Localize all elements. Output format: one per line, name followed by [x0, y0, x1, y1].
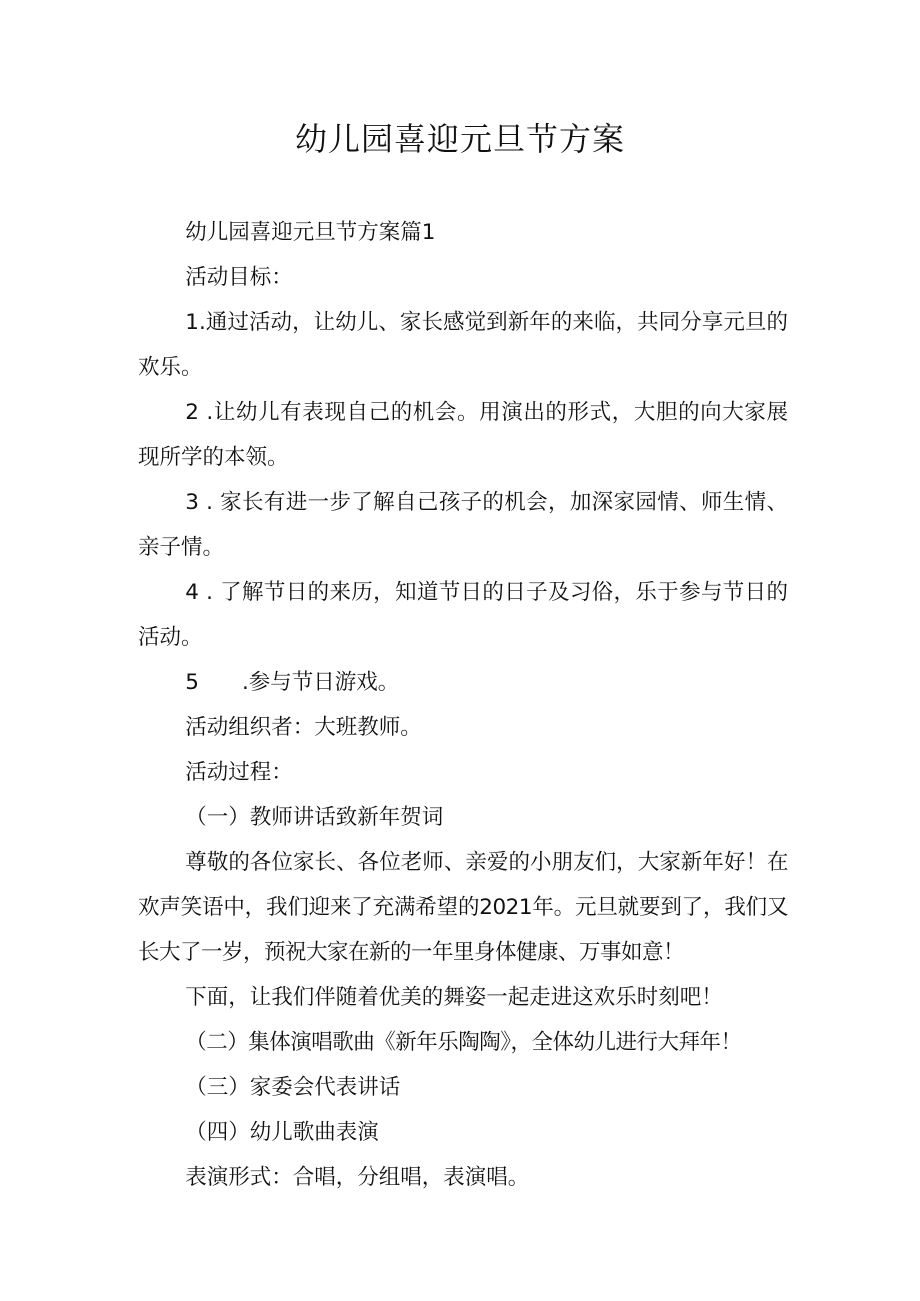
- step-3-heading: （三）家委会代表讲话: [185, 1075, 401, 1100]
- organizer-line: 活动组织者：大班教师。: [185, 715, 422, 740]
- step-2-heading: （二）集体演唱歌曲《新年乐陶陶》，全体幼儿进行大拜年！: [185, 1030, 742, 1055]
- process-heading: 活动过程：: [185, 760, 293, 785]
- goals-heading: 活动目标：: [185, 265, 293, 290]
- goal-item-5: 5 .参与节日游戏。: [185, 670, 400, 695]
- transition-paragraph: 下面，让我们伴随着优美的舞姿一起走进这欢乐时刻吧！: [185, 985, 723, 1010]
- goal-item-4: 4 . 了解节日的来历，知道节日的日子及习俗，乐于参与节日的活动。: [138, 580, 788, 650]
- goal-item-1: 1.通过活动，让幼儿、家长感觉到新年的来临，共同分享元旦的欢乐。: [138, 310, 788, 380]
- step-1-heading: （一）教师讲话致新年贺词: [185, 805, 444, 830]
- document-title: 幼儿园喜迎元旦节方案: [294, 120, 625, 158]
- step-4-heading: （四）幼儿歌曲表演: [185, 1120, 379, 1145]
- goal-item-3: 3 . 家长有进一步了解自己孩子的机会，加深家园情、师生情、亲子情。: [138, 490, 788, 560]
- performance-forms: 表演形式：合唱，分组唱，表演唱。: [185, 1165, 530, 1190]
- greeting-paragraph: 尊敬的各位家长、各位老师、亲爱的小朋友们，大家新年好！在欢声笑语中，我们迎来了充满希望的2021年。元旦就要到了，我们又长大了一岁，预祝大家在新的一年里身体健康、万事如意！: [138, 850, 788, 965]
- document-body: [138, 210, 788, 1200]
- section-heading: 幼儿园喜迎元旦节方案篇1: [185, 220, 436, 245]
- goal-item-2: 2 .让幼儿有表现自己的机会。用演出的形式，大胆的向大家展现所学的本领。: [138, 400, 788, 470]
